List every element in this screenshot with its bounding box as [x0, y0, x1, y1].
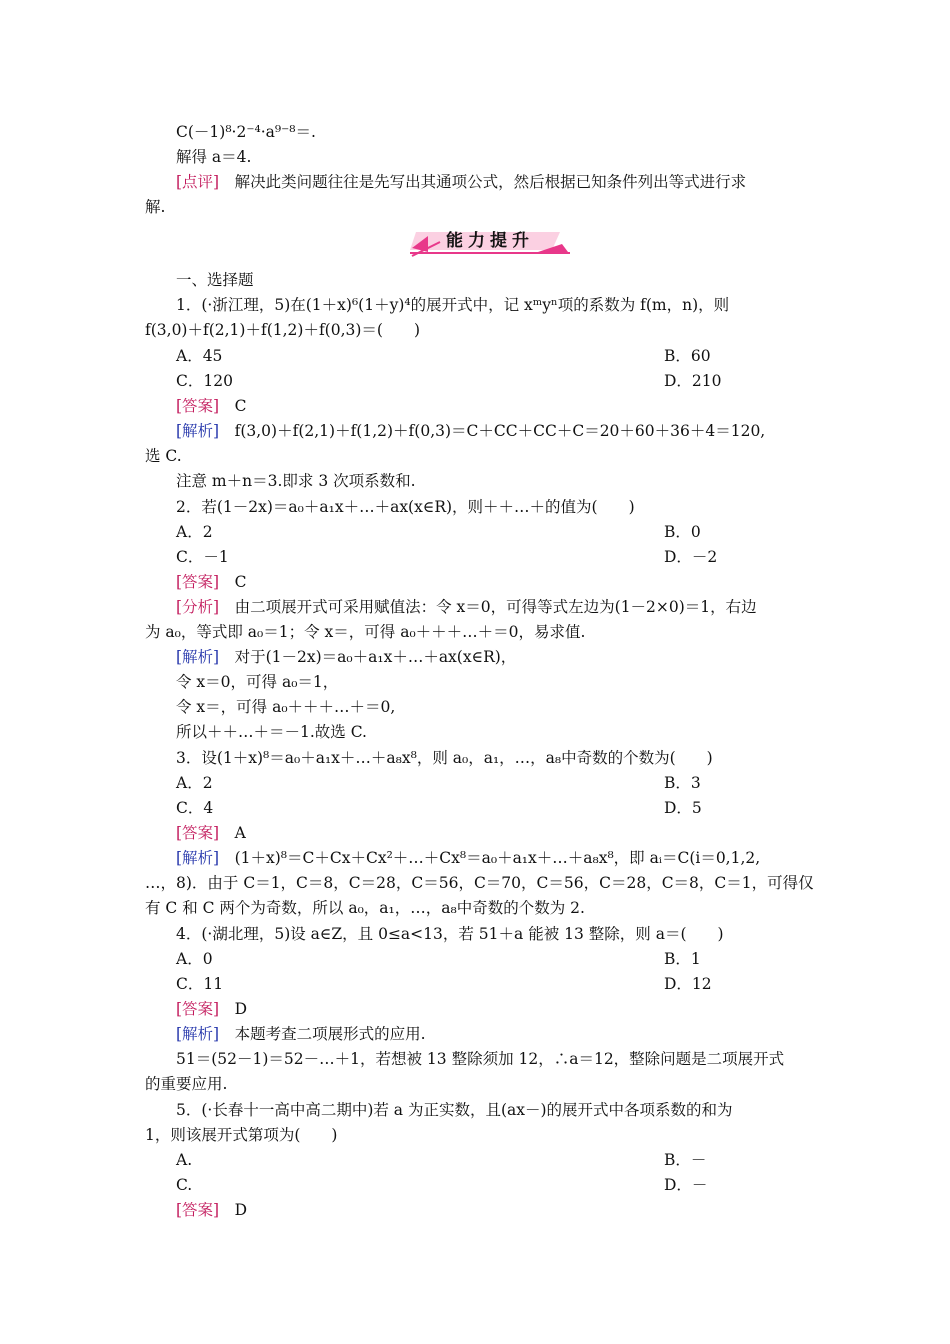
comment-text: 解决此类问题往往是先写出其通项公式，然后根据已知条件列出等式进行求 [219, 173, 747, 191]
text-line: 选 C. [145, 447, 182, 465]
option-d: D．210 [664, 372, 722, 390]
text-line: C(－1)⁸·2⁻⁴·a⁹⁻⁸＝. [176, 123, 316, 141]
text-line: 令 x＝0，可得 a₀＝1， [176, 673, 339, 691]
explanation-tag: [解析] [176, 648, 220, 666]
option-c: C．4 [176, 799, 214, 817]
option-b: B．1 [664, 950, 701, 968]
answer-tag: [答案] [176, 1000, 220, 1018]
option-c: C. [176, 1176, 193, 1194]
answer-line [176, 999, 841, 1019]
option-row [176, 346, 841, 366]
answer-value: D [219, 1000, 248, 1018]
explanation-line [176, 421, 841, 441]
option-b: B．60 [664, 347, 711, 365]
question-stem: f(3,0)＋f(2,1)＋f(1,2)＋f(0,3)＝( ) [145, 321, 421, 339]
answer-tag: [答案] [176, 573, 220, 591]
explanation-text: 对于(1－2x)＝a₀＋a₁x＋…＋ax(x∈R)， [219, 648, 517, 666]
option-d: D．5 [664, 799, 702, 817]
option-a: A．45 [176, 347, 223, 365]
question-stem: 1．(·浙江理，5)在(1＋x)⁶(1＋y)⁴的展开式中，记 xᵐyⁿ项的系数为 f(m，n)，则 [176, 296, 730, 314]
option-row [176, 949, 841, 969]
explanation-text: (1＋x)⁸＝C＋Cx＋Cx²＋…＋Cx⁸＝a₀＋a₁x＋…＋a₈x⁸，即 aᵢ＝C(i＝0,1,2, [219, 849, 761, 867]
answer-line [176, 1200, 841, 1220]
option-d: D．12 [664, 975, 712, 993]
text-line: 注意 m＋n＝3.即求 3 次项系数和. [176, 472, 416, 490]
banner-title: 能力提升 [446, 231, 534, 251]
answer-value: D [219, 1201, 248, 1219]
analysis-text: 由二项展开式可采用赋值法：令 x＝0，可得等式左边为(1－2×0)＝1，右边 [219, 598, 757, 616]
text-line: 所以＋＋…＋＝－1.故选 C. [176, 723, 367, 741]
comment-tag: [点评] [176, 173, 220, 191]
text-line: 的重要应用. [145, 1075, 228, 1093]
option-c: C．－1 [176, 548, 229, 566]
explanation-line [176, 1024, 841, 1044]
option-b: B．－ [664, 1151, 707, 1169]
answer-line [176, 572, 841, 592]
option-row [176, 773, 841, 793]
option-b: B．3 [664, 774, 701, 792]
text-line: 解. [145, 198, 166, 216]
answer-line [176, 823, 841, 843]
option-c: C．120 [176, 372, 233, 390]
explanation-tag: [解析] [176, 849, 220, 867]
answer-value: C [219, 573, 247, 591]
comment-line [176, 172, 841, 192]
option-a: A．0 [176, 950, 213, 968]
option-d: D．－ [664, 1176, 708, 1194]
text-line: 令 x＝，可得 a₀＋＋＋…＋＝0, [176, 698, 396, 716]
question-stem: 4．(·湖北理，5)设 a∈Z，且 0≤a<13，若 51＋a 能被 13 整除，则 a＝( ) [176, 925, 724, 943]
explanation-line [176, 848, 841, 868]
option-row [176, 522, 841, 542]
question-stem: 2．若(1－2x)＝a₀＋a₁x＋…＋ax(x∈R)，则＋＋…＋的值为( ) [176, 498, 635, 516]
section-heading: 一、选择题 [176, 271, 254, 289]
question-stem: 5．(·长春十一高中高二期中)若 a 为正实数，且(ax－)的展开式中各项系数的和为 [176, 1101, 733, 1119]
text-line: 解得 a＝4. [176, 148, 252, 166]
explanation-line [176, 647, 841, 667]
text-line: 为 a₀，等式即 a₀＝1；令 x＝，可得 a₀＋＋＋…＋＝0，易求值. [145, 623, 586, 641]
option-row [176, 974, 841, 994]
explanation-text: 本题考查二项展形式的应用. [219, 1025, 426, 1043]
explanation-text: f(3,0)＋f(2,1)＋f(1,2)＋f(0,3)＝C＋CC＋CC＋C＝20＋60＋36＋4＝120, [219, 422, 766, 440]
answer-line [176, 396, 841, 416]
option-row [176, 1175, 841, 1195]
option-c: C．11 [176, 975, 224, 993]
answer-tag: [答案] [176, 824, 220, 842]
answer-value: A [219, 824, 246, 842]
option-a: A．2 [176, 523, 213, 541]
text-line: …，8)．由于 C＝1，C＝8，C＝28，C＝56，C＝70，C＝56，C＝28，C＝8，C＝1，可得仅 [145, 874, 814, 892]
option-a: A．2 [176, 774, 213, 792]
option-b: B．0 [664, 523, 701, 541]
answer-tag: [答案] [176, 397, 220, 415]
explanation-tag: [解析] [176, 422, 220, 440]
explanation-tag: [解析] [176, 1025, 220, 1043]
text-line: 有 C 和 C 两个为奇数，所以 a₀，a₁，…，a₈中奇数的个数为 2. [145, 899, 585, 917]
answer-tag: [答案] [176, 1201, 220, 1219]
option-row [176, 798, 841, 818]
question-stem: 1，则该展开式第项为( ) [145, 1126, 338, 1144]
analysis-line [176, 597, 841, 617]
option-row [176, 547, 841, 567]
text-line: 51＝(52－1)＝52－…＋1，若想被 13 整除须加 12，∴a＝12，整除问题是二项展开式 [176, 1050, 785, 1068]
analysis-tag: [分析] [176, 598, 220, 616]
option-a: A. [176, 1151, 193, 1169]
question-stem: 3．设(1＋x)⁸＝a₀＋a₁x＋…＋a₈x⁸，则 a₀，a₁，…，a₈中奇数的个数为( ) [176, 749, 713, 767]
option-row [176, 1150, 841, 1170]
option-row [176, 371, 841, 391]
option-d: D．－2 [664, 548, 718, 566]
answer-value: C [219, 397, 247, 415]
section-banner [410, 228, 570, 258]
